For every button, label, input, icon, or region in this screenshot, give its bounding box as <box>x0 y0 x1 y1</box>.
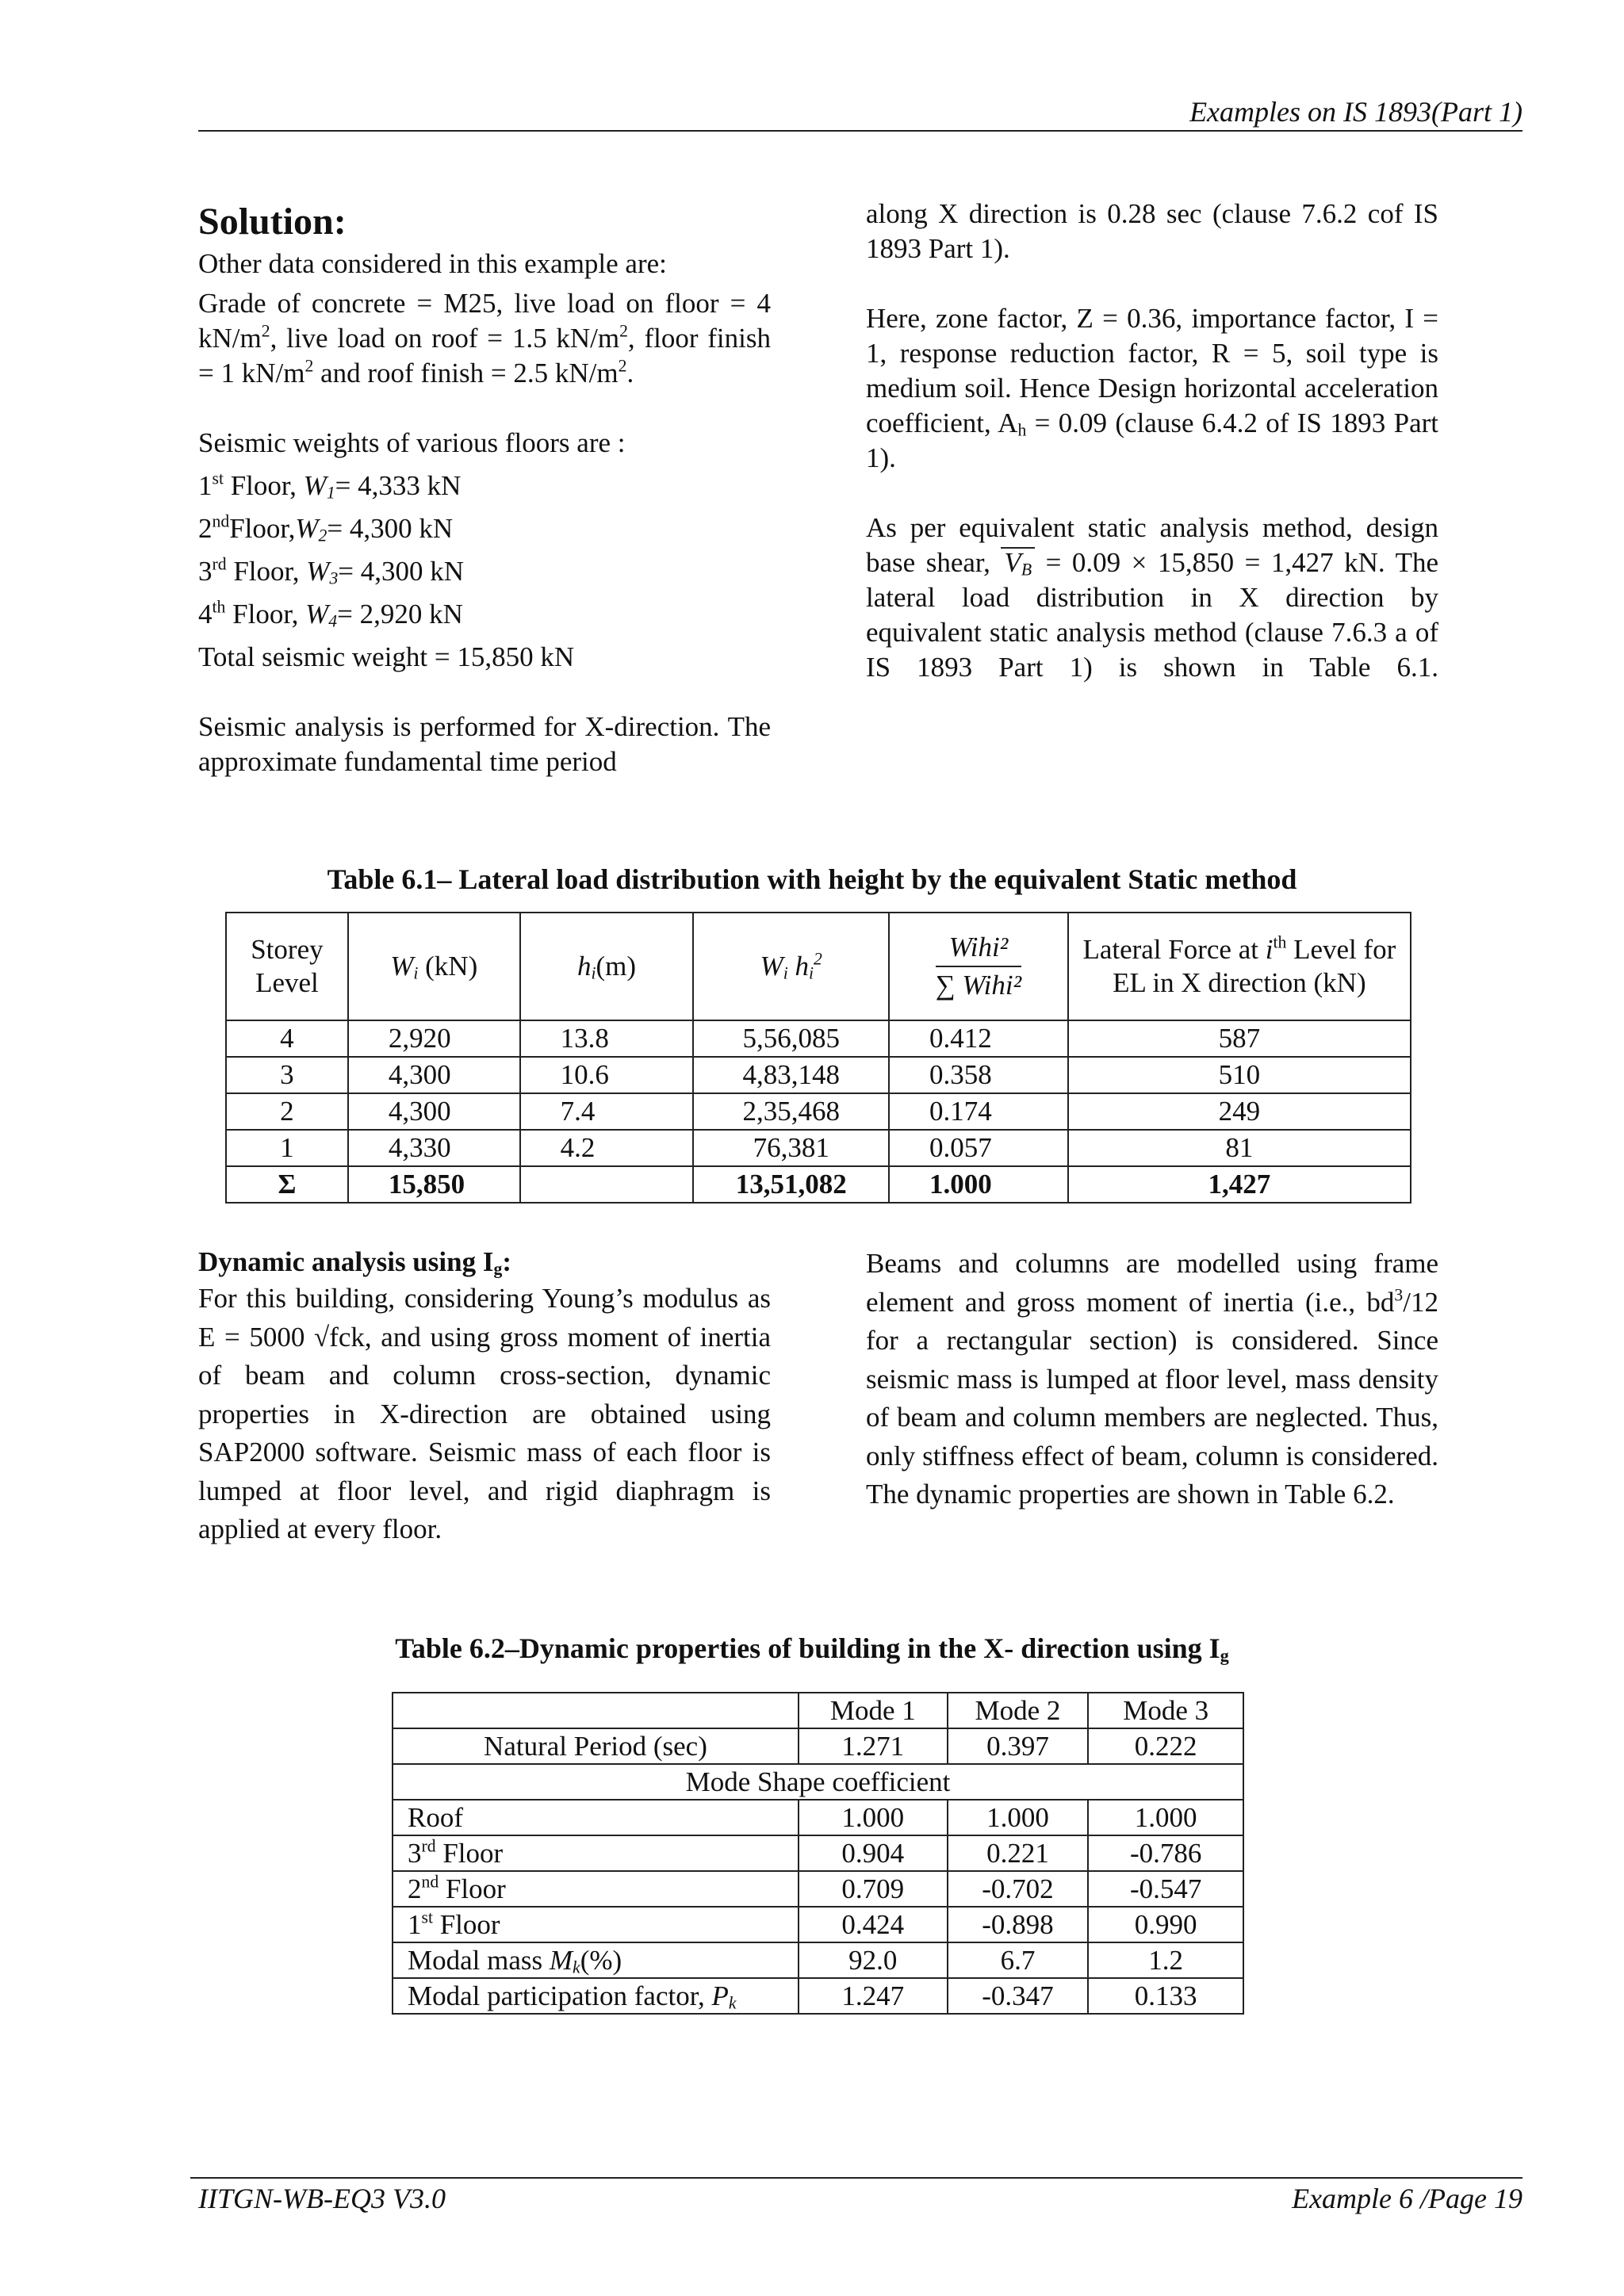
participation-value: -0.347 <box>948 1978 1089 2014</box>
th-distribution-ratio <box>889 913 1068 1020</box>
table1-header-row <box>226 913 1411 1020</box>
ratio-fraction: $\frac{\text{Wihi²}}{\text{∑ Wihi²}}$ <box>935 932 1022 1001</box>
sum-storey-level: Σ <box>226 1166 348 1203</box>
th-storey-level: Storey Level <box>226 913 348 1020</box>
solution-heading: Solution: <box>198 201 347 243</box>
mode-shape-value: -0.898 <box>948 1907 1089 1942</box>
mode-shape-value: 0.990 <box>1088 1907 1243 1942</box>
floor-weight-item: 3rd Floor, $W_3= 4,300$ kN <box>198 554 465 588</box>
floor-label: Roof <box>393 1800 799 1835</box>
table2-mode-shape-row <box>393 1764 1243 1800</box>
cell-ratio: 0.358 <box>889 1057 1068 1093</box>
cell-storey-level: 1 <box>226 1130 348 1166</box>
th-height: $h_i(m)$ <box>520 913 694 1020</box>
table-row <box>393 1835 1243 1871</box>
table1-lateral-load <box>225 912 1411 1203</box>
period-mode-2: 0.397 <box>948 1728 1089 1764</box>
cell-height: 10.6 <box>520 1057 694 1093</box>
footer-rule <box>190 2177 1522 2179</box>
modal-mass-value: 6.7 <box>948 1942 1089 1978</box>
mode-shape-value: 1.000 <box>948 1800 1089 1835</box>
mode-shape-value: 0.709 <box>799 1871 948 1907</box>
cell-weight-height-sq: 5,56,085 <box>693 1020 889 1057</box>
period-mode-1: 1.271 <box>799 1728 948 1764</box>
cell-storey-level: 4 <box>226 1020 348 1057</box>
table2-dynamic-properties <box>392 1692 1244 2015</box>
total-weight: Total seismic weight = 15,850 kN <box>198 641 575 672</box>
other-data-intro: Other data considered in this example are: <box>198 248 667 279</box>
footer-left: IITGN-WB-EQ3 V3.0 <box>198 2183 446 2214</box>
time-period-paragraph: along X direction is 0.28 sec (clause 7.6.2 cof IS 1893 Part 1). <box>866 198 1438 264</box>
table1-caption: Table 6.1– Lateral load distribution with height by the equivalent Static method <box>327 863 1297 895</box>
participation-value: 1.247 <box>799 1978 948 2014</box>
mode-shape-value: -0.547 <box>1088 1871 1243 1907</box>
mode-shape-value: 0.221 <box>948 1835 1089 1871</box>
sum-weight: 15,850 <box>348 1166 520 1203</box>
table2-period-row <box>393 1728 1243 1764</box>
table-row <box>393 1800 1243 1835</box>
participation-value: 0.133 <box>1088 1978 1243 2014</box>
cell-weight-height-sq: 4,83,148 <box>693 1057 889 1093</box>
dynamic-right-text: Beams and columns are modelled using frame element and gross moment of inertia (i.e., $bd^3/12$ for a rectangular section) is considered. Since seismic mass is lumped at floor level, mass density of beam and column members are neglected. Thus, only stiffness effect of beam, column is considered. The dynamic properties are shown in Table 6.2. <box>866 1248 1438 1510</box>
cell-ratio: 0.174 <box>889 1093 1068 1130</box>
mode-shape-value: 1.000 <box>799 1800 948 1835</box>
cell-storey-level: 2 <box>226 1093 348 1130</box>
period-label: Natural Period (sec) <box>393 1728 799 1764</box>
cell-weight: 4,300 <box>348 1093 520 1130</box>
table-row <box>393 1871 1243 1907</box>
th-weight-height-sq: $W_i$ $h_i^2$ <box>693 913 889 1020</box>
cell-weight-height-sq: 2,35,468 <box>693 1093 889 1130</box>
cell-lateral-force: 510 <box>1068 1057 1411 1093</box>
table1-sum-row <box>226 1166 1411 1203</box>
left-column <box>198 200 771 779</box>
weights-title: Seismic weights of various floors are : <box>198 427 626 458</box>
analysis-paragraph: Seismic analysis is performed for X-direction. The approximate fundamental time period <box>198 711 771 777</box>
table-row <box>226 1093 1411 1130</box>
modal-mass-value: 1.2 <box>1088 1942 1243 1978</box>
cell-height: 4.2 <box>520 1130 694 1166</box>
sum-lateral-force: 1,427 <box>1068 1166 1411 1203</box>
table-row <box>393 1907 1243 1942</box>
modal-mass-label: Modal mass $M_k(\%)$ <box>393 1942 799 1978</box>
floor-label: 1st Floor <box>393 1907 799 1942</box>
cell-lateral-force: 587 <box>1068 1020 1411 1057</box>
modal-mass-value: 92.0 <box>799 1942 948 1978</box>
table2-modal-mass-row <box>393 1942 1243 1978</box>
period-mode-3: 0.222 <box>1088 1728 1243 1764</box>
cell-lateral-force: 81 <box>1068 1130 1411 1166</box>
mode-shape-value: -0.786 <box>1088 1835 1243 1871</box>
sum-height <box>520 1166 694 1203</box>
table-row <box>226 1020 1411 1057</box>
dynamic-left-text: For this building, considering Young’s modulus as E = 5000 √fck, and using gross moment of inertia of beam and column cross-section, dynamic properties in X-direction are obtained using SAP2000 software. Seismic mass of each floor is lumped at floor level, and rigid diaphragm is applied at every floor. <box>198 1283 771 1544</box>
cell-lateral-force: 249 <box>1068 1093 1411 1130</box>
floor-weight-item: 1st Floor, $W_1= 4,333$ kN <box>198 469 462 503</box>
mode-shape-label: Mode Shape coefficient <box>393 1764 1243 1800</box>
mode-shape-value: -0.702 <box>948 1871 1089 1907</box>
table2-participation-row <box>393 1978 1243 2014</box>
table-row <box>226 1057 1411 1093</box>
header-rule <box>198 130 1522 132</box>
cell-storey-level: 3 <box>226 1057 348 1093</box>
base-shear-symbol: $V_B$ <box>1001 547 1035 577</box>
table2-mode-header-row <box>393 1693 1243 1728</box>
mode-shape-value: 1.000 <box>1088 1800 1243 1835</box>
th-mode-3: Mode 3 <box>1088 1693 1243 1728</box>
dynamic-right-column <box>866 1245 1438 1514</box>
floor-label: 3rd Floor <box>393 1835 799 1871</box>
table2-corner-cell <box>393 1693 799 1728</box>
right-column <box>866 197 1438 685</box>
participation-label: Modal participation factor, $P_k$ <box>393 1978 799 2014</box>
cell-weight: 4,300 <box>348 1057 520 1093</box>
table-row <box>226 1130 1411 1166</box>
th-lateral-force: Lateral Force at $i^{th}$ Level for EL in X direction (kN) <box>1068 913 1411 1020</box>
sum-ratio: 1.000 <box>889 1166 1068 1203</box>
cell-weight: 4,330 <box>348 1130 520 1166</box>
zone-factor-paragraph: Here, zone factor, Z = 0.36, importance factor, I = 1, response reduction factor, R = 5, soil type is medium soil. Hence Design horizontal acceleration coefficient, $A_h = 0.09$ (clause 6.4.2 of IS 1893 Part 1). <box>866 303 1438 473</box>
dynamic-left-column <box>198 1245 771 1549</box>
base-shear-paragraph: As per equivalent static analysis method, design base shear, $V_B = 0.09 \times 15,850 = 1,427$ kN. The lateral load distribution in X direction by equivalent static analysis method (clause 7.6.3 a of IS 1893 Part 1) is shown in Table 6.1. <box>866 512 1439 683</box>
running-header: Examples on IS 1893(Part 1) <box>1189 96 1522 128</box>
floor-weight-list <box>198 469 771 632</box>
cell-height: 13.8 <box>520 1020 694 1057</box>
dynamic-heading: Dynamic analysis using $I_g$: <box>198 1246 511 1279</box>
footer-right: Example 6 /Page 19 <box>1292 2183 1522 2214</box>
floor-label: 2nd Floor <box>393 1871 799 1907</box>
th-weight: $W_i$ (kN) <box>348 913 520 1020</box>
floor-weight-item: 4th Floor, $W_4= 2,920$ kN <box>198 597 463 631</box>
table2-caption: Table 6.2–Dynamic properties of building in the X- direction using $I_g$ <box>395 1632 1229 1666</box>
cell-ratio: 0.412 <box>889 1020 1068 1057</box>
mode-shape-value: 0.424 <box>799 1907 948 1942</box>
mode-shape-value: 0.904 <box>799 1835 948 1871</box>
cell-weight: 2,920 <box>348 1020 520 1057</box>
cell-ratio: 0.057 <box>889 1130 1068 1166</box>
sum-weight-height-sq: 13,51,082 <box>693 1166 889 1203</box>
th-mode-2: Mode 2 <box>948 1693 1089 1728</box>
material-data-paragraph: Grade of concrete = M25, live load on floor = 4 $kN/m^2$, live load on roof = 1.5 $kN/m^2$, floor finish = 1 $kN/m^2$ and roof finish = 2.5 $kN/m^2$. <box>198 288 771 388</box>
cell-weight-height-sq: 76,381 <box>693 1130 889 1166</box>
th-mode-1: Mode 1 <box>799 1693 948 1728</box>
floor-weight-item: $2ndFloor,W_2= 4,300$ kN <box>198 511 454 545</box>
cell-height: 7.4 <box>520 1093 694 1130</box>
